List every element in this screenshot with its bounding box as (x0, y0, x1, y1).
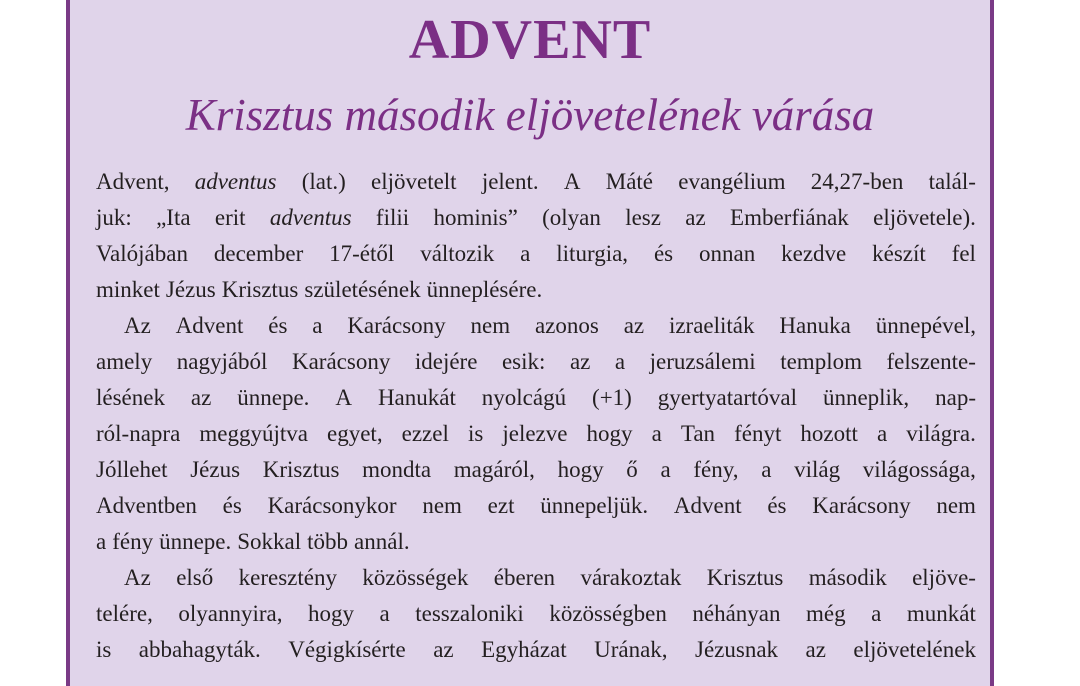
body-word: a (651, 421, 662, 446)
body-word: ünnepeljük. (540, 493, 649, 518)
body-word: Valójában (96, 241, 188, 266)
body-word: Jézusnak (695, 637, 779, 662)
body-word: nyolcágú (481, 385, 567, 410)
body-word: hozott (800, 421, 858, 446)
body-word: a (312, 313, 323, 338)
body-word: a (871, 601, 882, 626)
body-word: eljövetelének (853, 637, 976, 662)
body-word: jeruzsálemi (649, 349, 756, 374)
body-word: liturgia, (556, 241, 629, 266)
body-word: világra. (906, 421, 976, 446)
body-word: idejére (414, 349, 478, 374)
body-word: az (805, 637, 826, 662)
body-word: Karácsony (291, 349, 391, 374)
body-word: jelent. (481, 169, 539, 194)
body-word: születésének (304, 277, 421, 302)
body-word: ünneplik, (822, 385, 910, 410)
body-word: fel (951, 241, 976, 266)
body-word: Krisztus (706, 565, 784, 590)
body-word: ünnepével, (875, 313, 976, 338)
body-line (96, 632, 976, 668)
body-word: (lat.) (301, 169, 346, 194)
body-word: abbahagyták. (138, 637, 261, 662)
body-word: azonos (534, 313, 599, 338)
body-word: (+1) (592, 385, 632, 410)
body-word: mondta (362, 457, 432, 482)
body-word: juk: (96, 205, 132, 230)
body-word: (olyan (542, 205, 601, 230)
body-line (96, 200, 976, 236)
body-word: nap- (935, 385, 976, 410)
body-word: a (614, 349, 626, 374)
body-word: az (433, 637, 454, 662)
body-word: esik: (501, 349, 546, 374)
body-word: is (96, 637, 112, 662)
body-word: az (623, 313, 645, 338)
body-word: A (335, 385, 352, 410)
body-word: hogy (307, 601, 354, 626)
body-word: jelezve (502, 421, 568, 446)
body-word: több (307, 529, 349, 554)
body-word: felszente- (886, 349, 976, 374)
body-word: Advent, (96, 169, 170, 194)
body-word: Jézus (165, 277, 216, 302)
body-word: az (685, 205, 706, 230)
body-word: Karácsonykor (267, 493, 397, 518)
body-word: és (268, 313, 288, 338)
body-word: Karácsony (347, 313, 446, 338)
body-word: Tan (680, 421, 716, 446)
body-word: hogy (557, 457, 604, 482)
body-word: keresztény (238, 565, 337, 590)
body-word: tesszaloniki (415, 601, 524, 626)
body-word: eljövetelt (371, 169, 457, 194)
body-word: és (222, 493, 242, 518)
body-word: izraeliták (668, 313, 755, 338)
body-word: amely (96, 349, 153, 374)
body-word: annál. (354, 529, 410, 554)
body-word: hogy (586, 421, 633, 446)
body-line (96, 380, 976, 416)
body-word: ról-napra (96, 421, 181, 446)
body-word: a (876, 421, 888, 446)
body-line (96, 416, 976, 452)
body-word: talál- (928, 169, 976, 194)
body-word: Karácsony (812, 493, 911, 518)
body-word: második (808, 565, 887, 590)
body-word: Máté (605, 169, 654, 194)
body-word: ünnepe. (159, 529, 232, 554)
body-word: telére, (96, 601, 153, 626)
body-word: első (176, 565, 214, 590)
body-word: meggyújtva (199, 421, 308, 446)
body-word: olyannyira, (178, 601, 283, 626)
body-word: éberen (493, 565, 556, 590)
body-word: ő (626, 457, 638, 482)
body-word: az (190, 385, 212, 410)
body-word: Sokkal (237, 529, 302, 554)
body-word: és (767, 493, 787, 518)
body-line (96, 524, 976, 560)
body-line (96, 488, 976, 524)
body-word: Jóllehet (96, 457, 168, 482)
body-word: ezt (487, 493, 515, 518)
body-word: minket (96, 277, 160, 302)
body-word: Krisztus (221, 277, 299, 302)
body-word: Az (124, 313, 151, 338)
body-word: közösségben (549, 601, 667, 626)
body-word: adventus (194, 169, 277, 194)
body-word: nagyjából (176, 349, 268, 374)
body-word: fény (112, 529, 154, 554)
article-body (96, 164, 976, 668)
body-word: lesz (625, 205, 661, 230)
body-word: készít (872, 241, 926, 266)
body-word: Emberfiának (730, 205, 849, 230)
body-line (96, 308, 976, 344)
body-word: „Ita (156, 205, 191, 230)
body-line (96, 164, 976, 200)
body-word: hominis” (433, 205, 518, 230)
body-word: filii (375, 205, 410, 230)
body-word: néhányan (692, 601, 781, 626)
body-word: nem (936, 493, 976, 518)
body-word: Az (124, 565, 151, 590)
body-word: közösségek (362, 565, 469, 590)
body-word: és (653, 241, 674, 266)
body-word: az (569, 349, 591, 374)
body-word: ünneplésére. (426, 277, 543, 302)
body-word: eljövetele). (873, 205, 976, 230)
body-word: várakoztak (580, 565, 682, 590)
body-line (96, 344, 976, 380)
article-panel (66, 0, 994, 686)
body-word: is (467, 421, 484, 446)
body-word: ezzel (401, 421, 449, 446)
body-line (96, 560, 976, 596)
body-word: Jézus (190, 457, 241, 482)
body-word: még (806, 601, 846, 626)
body-word: 17-étől (329, 241, 395, 266)
body-word: a (761, 457, 772, 482)
body-word: onnan (699, 241, 756, 266)
body-word: fény, (693, 457, 739, 482)
body-word: nem (470, 313, 511, 338)
body-word: 24,27-ben (810, 169, 904, 194)
article-title: ADVENT (408, 9, 652, 71)
body-word: kezdve (781, 241, 847, 266)
body-word: ünnepe. (237, 385, 310, 410)
body-word: eljöve- (912, 565, 976, 590)
body-word: munkát (906, 601, 976, 626)
body-word: erit (214, 205, 246, 230)
body-word: evangélium (678, 169, 786, 194)
body-word: Hanuka (779, 313, 851, 338)
body-word: világossága, (862, 457, 976, 482)
body-word: a (660, 457, 671, 482)
body-word: változik (420, 241, 495, 266)
body-word: Végigkísérte (288, 637, 406, 662)
body-line (96, 236, 976, 272)
body-line (96, 596, 976, 632)
body-word: a (520, 241, 531, 266)
body-word: Egyházat (481, 637, 567, 662)
body-line (96, 272, 976, 308)
body-word: a (379, 601, 390, 626)
body-word: december (213, 241, 304, 266)
article-subtitle: Krisztus második eljövetelének várása (185, 90, 875, 140)
body-word: Adventben (96, 493, 197, 518)
body-word: nem (422, 493, 462, 518)
body-word: gyertyatartóval (657, 385, 797, 410)
body-word: Urának, (594, 637, 668, 662)
body-line (96, 452, 976, 488)
body-word: adventus (269, 205, 352, 230)
body-word: magáról, (453, 457, 535, 482)
body-word: lésének (96, 385, 165, 410)
body-word: a (96, 529, 107, 554)
body-word: Advent (673, 493, 742, 518)
body-word: fényt (734, 421, 782, 446)
body-word: egyet, (327, 421, 383, 446)
body-word: templom (780, 349, 862, 374)
body-word: A (563, 169, 581, 194)
body-word: Advent (175, 313, 244, 338)
body-word: világ (794, 457, 841, 482)
body-word: Hanukát (377, 385, 456, 410)
body-word: Krisztus (262, 457, 340, 482)
